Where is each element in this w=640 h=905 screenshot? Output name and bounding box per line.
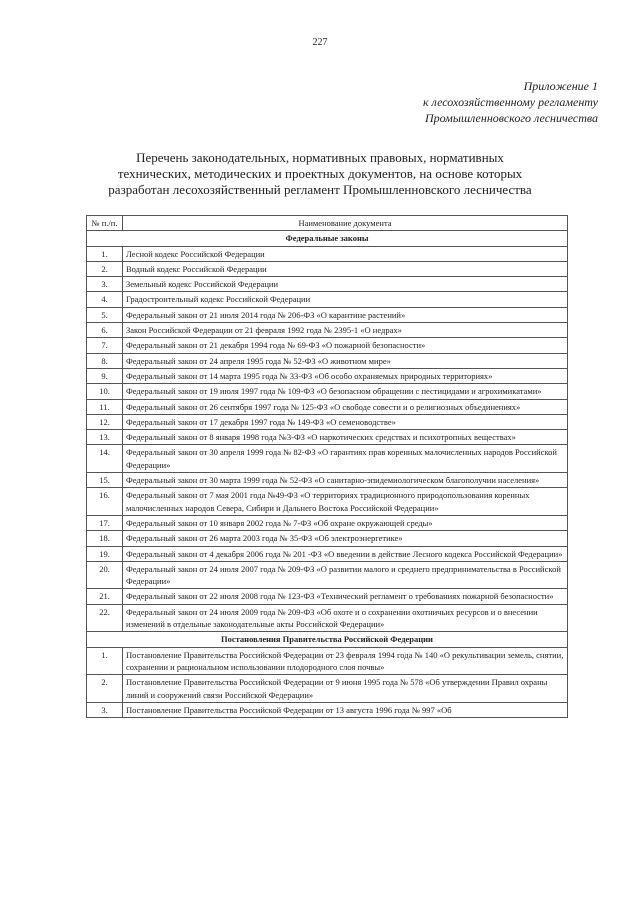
row-document-name: Водный кодекс Российской Федерации [123,261,568,276]
row-document-name: Федеральный закон от 24 апреля 1995 года № 52-ФЗ «О животном мире» [123,353,568,368]
row-document-name: Федеральный закон от 7 мая 2001 года №49-ФЗ «О территориях традиционного природопользования коренных малочисленных народов Севера, Сибири и Дальнего Востока Российской Федерации» [123,488,568,516]
table-row [87,546,568,561]
appendix-line-3: Промышленновского лесничества [424,111,598,125]
table-row [87,702,568,717]
row-number: 15. [87,473,123,488]
table-row [87,647,568,675]
title-line-3: разработан лесохозяйственный регламент Промышленновского лесничества [108,182,532,197]
row-number: 12. [87,414,123,429]
row-document-name: Федеральный закон от 30 апреля 1999 года № 82-ФЗ «О гарантиях прав коренных малочисленных народов Российской Федерации» [123,445,568,473]
row-number: 22. [87,604,123,632]
header-number: № п./п. [87,216,123,231]
row-number: 6. [87,323,123,338]
table-row [87,338,568,353]
row-document-name: Федеральный закон от 21 декабря 1994 года № 69-ФЗ «О пожарной безопасности» [123,338,568,353]
row-number: 19. [87,546,123,561]
row-number: 13. [87,430,123,445]
row-number: 8. [87,353,123,368]
table-row [87,307,568,322]
table-row [87,675,568,703]
row-document-name: Федеральный закон от 22 июля 2008 года № 123-ФЗ «Технический регламент о требованиях пожарной безопасности» [123,589,568,604]
table-row [87,488,568,516]
row-number: 21. [87,589,123,604]
documents-table [86,215,568,718]
document-title [40,150,600,198]
row-document-name: Закон Российской Федерации от 21 февраля 1992 года № 2395-1 «О недрах» [123,323,568,338]
row-document-name: Федеральный закон от 19 июля 1997 года № 109-ФЗ «О безопасном обращении с пестицидами и агрохимикатами» [123,384,568,399]
row-document-name: Постановление Правительства Российской Федерации от 9 июня 1995 года № 578 «Об утверждении Правил охраны линий и сооружений связи Российской Федерации» [123,675,568,703]
row-document-name: Федеральный закон от 26 сентября 1997 года № 125-ФЗ «О свободе совести и о религиозных объединениях» [123,399,568,414]
table-row [87,430,568,445]
row-number: 7. [87,338,123,353]
row-document-name: Федеральный закон от 17 декабря 1997 года № 149-ФЗ «О семеноводстве» [123,414,568,429]
table-row [87,246,568,261]
row-number: 3. [87,702,123,717]
page-number: 227 [312,37,328,48]
row-number: 2. [87,675,123,703]
row-number: 17. [87,515,123,530]
row-number: 10. [87,384,123,399]
row-number: 11. [87,399,123,414]
row-document-name: Федеральный закон от 10 января 2002 года № 7-ФЗ «Об охране окружающей среды» [123,515,568,530]
row-number: 2. [87,261,123,276]
row-document-name: Федеральный закон от 8 января 1998 года №3-ФЗ «О наркотических средствах и психотропных веществах» [123,430,568,445]
table-row [87,323,568,338]
row-document-name: Градостроительный кодекс Российской Федерации [123,292,568,307]
appendix-caption [423,78,598,126]
row-document-name: Постановление Правительства Российской Федерации от 13 августа 1996 года № 997 «Об [123,702,568,717]
row-number: 5. [87,307,123,322]
table-row [87,531,568,546]
table-row [87,292,568,307]
row-number: 1. [87,647,123,675]
table-row [87,399,568,414]
row-document-name: Лесной кодекс Российской Федерации [123,246,568,261]
row-number: 18. [87,531,123,546]
section-title: Постановления Правительства Российской Федерации [87,632,568,647]
title-line-2: технических, методических и проектных документов, на основе которых [117,166,523,181]
table-row [87,515,568,530]
table-row [87,353,568,368]
section-header-row [87,632,568,647]
row-document-name: Федеральный закон от 30 марта 1999 года № 52-ФЗ «О санитарно-эпидемиологическом благополучии населения» [123,473,568,488]
table-header-row [87,216,568,231]
table-row [87,589,568,604]
table-row [87,384,568,399]
row-document-name: Федеральный закон от 26 марта 2003 года № 35-ФЗ «Об электроэнергетике» [123,531,568,546]
table-row [87,368,568,383]
table-row [87,445,568,473]
title-line-1: Перечень законодательных, нормативных правовых, нормативных [136,150,504,165]
row-document-name: Федеральный закон от 24 июля 2009 года № 209-ФЗ «Об охоте и о сохранении охотничьих ресурсов и о внесении изменений в отдельные законодательные акты Российской Федерации» [123,604,568,632]
row-document-name: Земельный кодекс Российской Федерации [123,277,568,292]
header-document-name: Наименование документа [123,216,568,231]
appendix-line-2: к лесохозяйственному регламенту [422,95,598,109]
section-header-row [87,231,568,246]
row-document-name: Федеральный закон от 24 июля 2007 года № 209-ФЗ «О развитии малого и среднего предпринимательства в Российской Федерации» [123,561,568,589]
table-row [87,261,568,276]
row-document-name: Федеральный закон от 14 марта 1995 года № 33-ФЗ «Об особо охраняемых природных территориях» [123,368,568,383]
appendix-line-1: Приложение 1 [523,79,598,93]
table-row [87,277,568,292]
documents-table-body [87,216,568,718]
row-number: 9. [87,368,123,383]
row-document-name: Постановление Правительства Российской Федерации от 23 февраля 1994 года № 140 «О рекультивации земель, снятии, сохранении и рациональном использовании плодородного слоя почвы» [123,647,568,675]
row-number: 4. [87,292,123,307]
table-row [87,414,568,429]
row-number: 20. [87,561,123,589]
row-number: 3. [87,277,123,292]
row-number: 16. [87,488,123,516]
row-document-name: Федеральный закон от 4 декабря 2006 года № 201 -ФЗ «О введении в действие Лесного кодекса Российской Федерации» [123,546,568,561]
table-row [87,604,568,632]
section-title: Федеральные законы [87,231,568,246]
row-number: 1. [87,246,123,261]
table-row [87,473,568,488]
row-number: 14. [87,445,123,473]
table-row [87,561,568,589]
row-document-name: Федеральный закон от 21 июля 2014 года № 206-ФЗ «О карантине растений» [123,307,568,322]
